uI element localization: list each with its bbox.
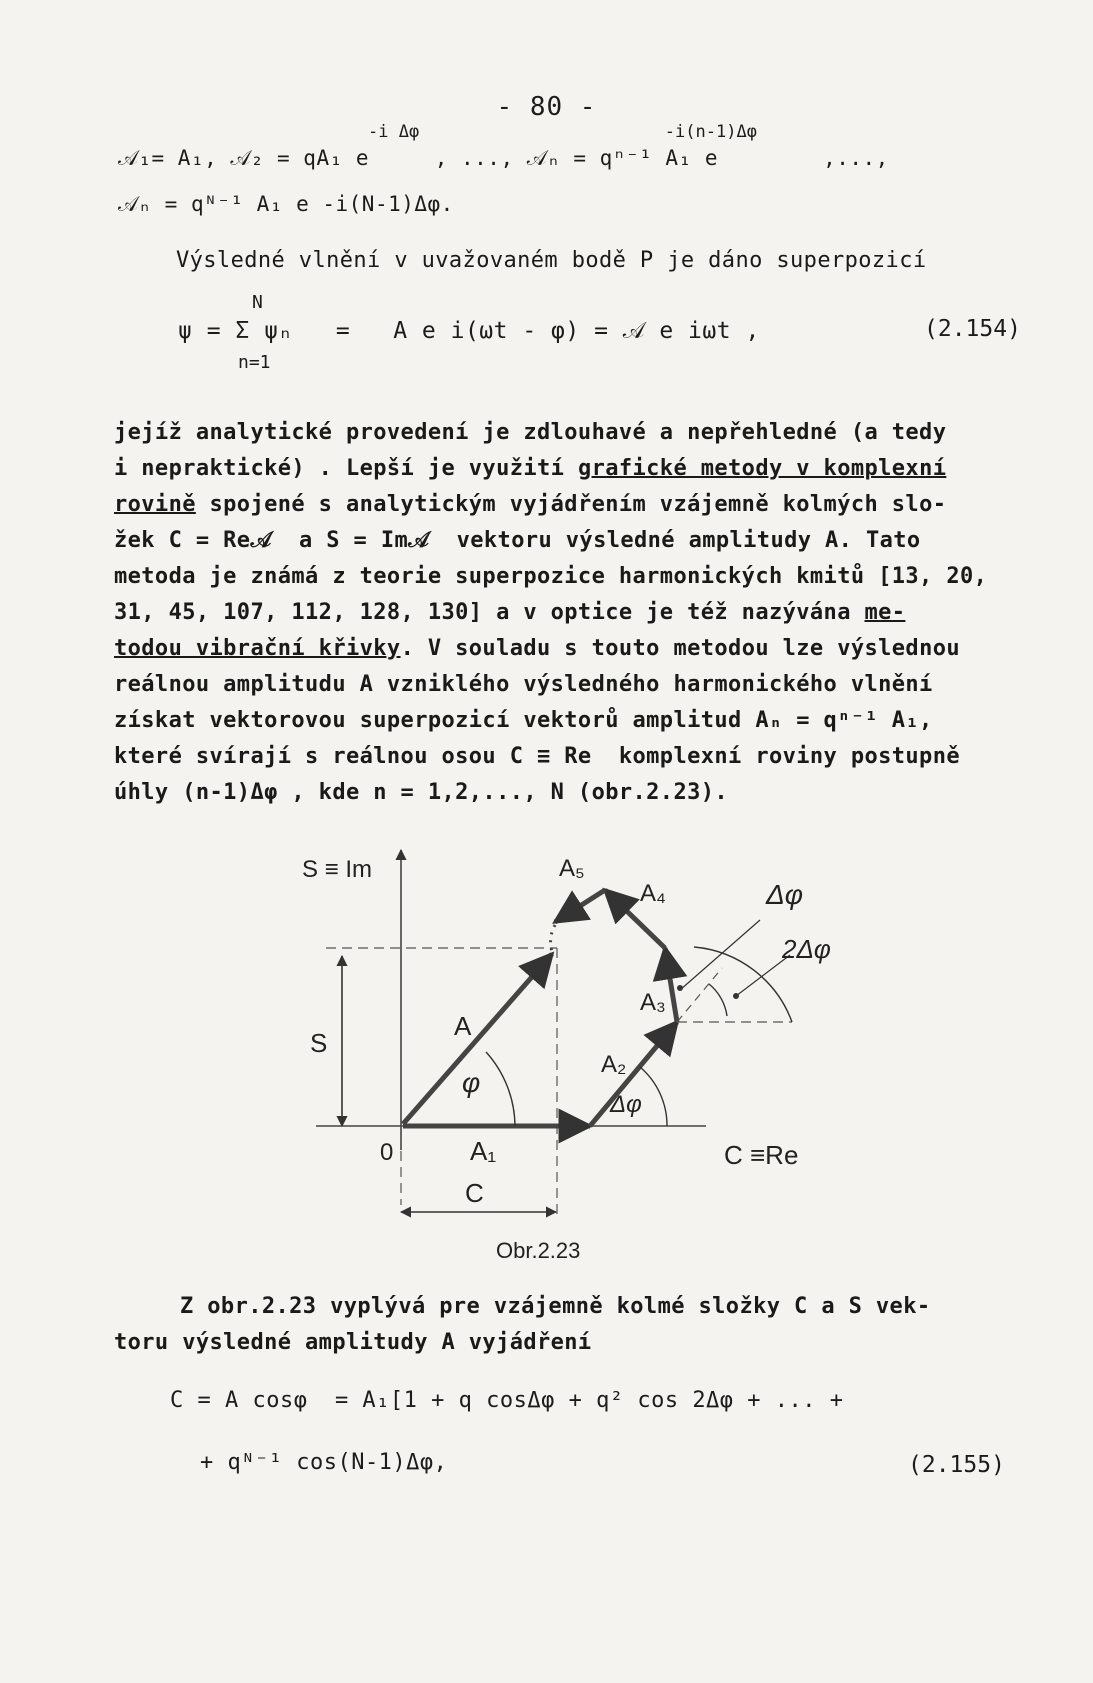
vector-a3 (665, 948, 677, 1022)
last-amplitude-equation: 𝒜ₙ = qᴺ⁻¹ A₁ e -i(N-1)Δφ. (118, 192, 454, 216)
c-label: C (465, 1178, 484, 1208)
vector-a5 (555, 890, 605, 922)
a4-label: A₄ (640, 880, 666, 907)
equation-2-155-line2: + qᴺ⁻¹ cos(N-1)Δφ, (200, 1450, 448, 1475)
paragraph-line: získat vektorovou superpozicí vektorů amplitud Aₙ = qⁿ⁻¹ A₁, (114, 708, 933, 733)
page-number: - 80 - (496, 92, 597, 122)
paragraph-line: toru výsledné amplitudy A vyjádření (114, 1330, 592, 1355)
a1-label: A₁ (470, 1136, 497, 1166)
amplitude-sequence-equation: 𝒜₁= A₁, 𝒜₂ = qA₁ e , ..., 𝒜ₙ = qⁿ⁻¹ A₁ e ,..., (118, 146, 889, 170)
dphi-arc-a3 (709, 984, 727, 1016)
phi-label: φ (462, 1067, 481, 1098)
equation-2-154: ψ = Σ ψₙ = A e i(ωt - φ) = 𝒜 e iωt , (178, 318, 760, 344)
resultant-vector-a (403, 954, 552, 1124)
paragraph-line: reálnou amplitudu A vzniklého výsledného harmonického vlnění (114, 672, 933, 697)
underlined-term: grafické metody v komplexní (577, 456, 947, 481)
figure-caption: Obr.2.23 (496, 1238, 581, 1263)
paragraph-line: které svírají s reálnou osou C ≡ Re komplexní roviny postupně (114, 744, 960, 769)
underlined-term: todou vibrační křivky (114, 636, 401, 661)
paragraph-line: i nepraktické) . Lepší je využití grafické metody v komplexní (114, 456, 947, 481)
paragraph-line: rovině spojené s analytickým vyjádřením vzájemně kolmých slo- (114, 492, 947, 517)
dphi-arc-a2 (640, 1067, 667, 1126)
sum-lower-limit: n=1 (238, 352, 271, 373)
equation-exponents: -i Δφ -i(n-1)Δφ (368, 122, 757, 142)
a5-label: A₅ (559, 855, 585, 882)
equation-number-2-154: (2.154) (924, 316, 1021, 342)
paragraph-line: metoda je známá z teorie superpozice harmonických kmitů [13, 20, (114, 564, 988, 589)
dphi-label-a2: Δφ (610, 1091, 642, 1118)
paragraph-line: todou vibrační křivky. V souladu s touto metodou lze výslednou (114, 636, 961, 661)
paragraph-line: úhly (n-1)Δφ , kde n = 1,2,..., N (obr.2.23). (114, 780, 729, 805)
phi-arc (486, 1052, 515, 1126)
origin-label: 0 (380, 1139, 394, 1166)
paragraph-line: 31, 45, 107, 112, 128, 130] a v optice je též nazývána me- (114, 600, 906, 625)
equation-2-155-line1: C = A cosφ = A₁[1 + q cosΔφ + q² cos 2Δφ + ... + (170, 1388, 844, 1413)
two-dphi-label: 2Δφ (782, 934, 831, 964)
s-label: S (310, 1028, 328, 1058)
paragraph-line: Z obr.2.23 vyplývá pre vzájemně kolmé složky C a S vek- (180, 1294, 931, 1319)
sum-upper-limit: N (252, 292, 263, 313)
underlined-term: me- (864, 600, 906, 625)
c-axis-label: C ≡Re (724, 1140, 799, 1170)
a2-label: A₂ (601, 1051, 627, 1078)
underlined-term: rovině (114, 492, 196, 517)
paragraph-line: jejíž analytické provedení je zdlouhavé a nepřehledné (a tedy (114, 420, 947, 445)
a-label: A (454, 1011, 472, 1041)
equation-number-2-155: (2.155) (908, 1452, 1005, 1478)
a3-label: A₃ (640, 989, 666, 1016)
s-axis-label: S ≡ Im (302, 856, 373, 883)
paragraph-line: žek C = Re𝒜 a S = Im𝒜 vektoru výsledné amplitudy A. Tato (114, 528, 921, 553)
dphi-label-top: Δφ (766, 879, 804, 910)
paragraph-superposition-intro: Výsledné vlnění v uvažovaném bodě P je dáno superpozicí (176, 248, 927, 273)
